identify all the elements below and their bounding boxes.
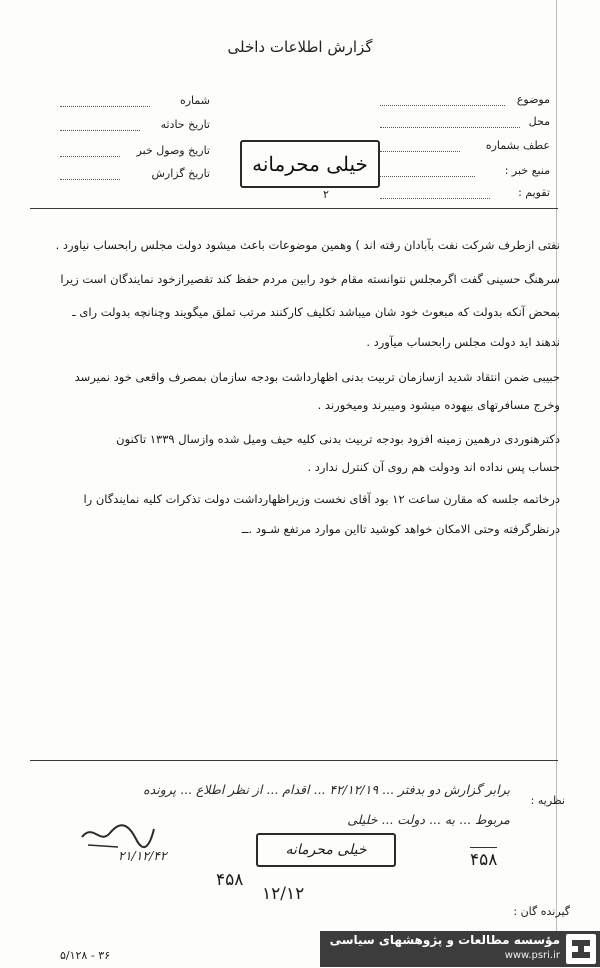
footer-rule: [30, 760, 558, 761]
field-reference-line: [380, 151, 460, 152]
receivers-label: گیرنده گان :: [513, 905, 570, 918]
field-number-line: [60, 106, 150, 107]
header-rule: [30, 208, 558, 209]
opinion-label: نظریه :: [530, 794, 565, 807]
body-line: دکترهنوردی درهمین زمینه افزود بودجه تربیت بدنی کلیه حیف ومیل شده وازسال ۱۳۳۹ تاکنون: [116, 432, 560, 446]
field-news-date-line: [60, 156, 120, 157]
body-line: سرهنگ حسینی گفت اگرمجلس نتوانسته مقام خود رابین مردم حفظ کند تقصیرازخود نمایندگان است زیرا: [60, 272, 560, 286]
body-line: وخرج مسافرتهای بیهوده میشود ومیبرند ومیخورند .: [317, 398, 560, 412]
field-source-line: [380, 176, 475, 177]
field-event-date-line: [60, 130, 140, 131]
field-place: محل: [528, 115, 550, 128]
body-line: بمحض آنکه بدولت که مبعوث خود شان میباشد تکلیف کارکنند مرتب تملق میگویند وچنانچه بدولت رای ـ: [72, 305, 560, 319]
publisher-watermark: [320, 931, 600, 967]
number-left: ۴۵۸: [216, 870, 244, 890]
margin-line: [556, 0, 557, 967]
field-source: منبع خبر :: [504, 164, 550, 177]
body-line: حساب پس نداده اند ودولت هم روی آن کنترل ندارد .: [307, 460, 560, 474]
document-code: ۵/۱۲۸ - ۳۶: [60, 949, 111, 962]
field-subject-line: [380, 105, 505, 106]
body-line: نفتی ازطرف شرکت نفت بآبادان رفته اند ) وهمین موضوعات باعث میشود دولت مجلس رابحساب نیاورد .: [55, 238, 560, 252]
field-number: شماره: [179, 94, 210, 107]
institute-name: مؤسسه مطالعات و پژوهشهای سیاسی: [329, 933, 560, 947]
field-report-date: تاریخ گزارش: [151, 167, 210, 180]
date-bottom: ۱۲/۱۲: [262, 884, 305, 904]
page-number: ۲: [323, 188, 329, 201]
handwritten-stamp: خیلی محرمانه: [256, 833, 396, 867]
field-event-date: تاریخ حادثه: [160, 118, 210, 131]
field-rating-line: [380, 198, 490, 199]
body-line: حبیبی ضمن انتقاد شدید ازسازمان تربیت بدنی اظهارداشت بودجه سازمان بمصرف واقعی خود نمیرسد: [74, 370, 560, 384]
institute-url[interactable]: www.psri.ir: [504, 950, 560, 961]
body-line: درخاتمه جلسه که مقارن ساعت ۱۲ بود آقای نخست وزیراظهارداشت دولت تذکرات کلیه نمایندگان را: [83, 492, 560, 506]
classification-stamp: خیلی محرمانه: [240, 140, 380, 188]
field-rating: تقویم :: [518, 186, 550, 199]
institute-logo-icon: [566, 934, 596, 964]
handwritten-date: ۲۱/۱۲/۴۲: [118, 848, 167, 863]
report-title: گزارش اطلاعات داخلی: [227, 38, 373, 56]
field-place-line: [380, 127, 520, 128]
field-reference: عطف بشماره: [485, 139, 550, 152]
body-line: ندهند اید دولت مجلس رابحساب میآورد .: [366, 335, 560, 349]
handwritten-note-1: برابر گزارش دو بدفتر ... ۴۲/۱۲/۱۹ ... اقدام ... از نظر اطلاع ... پرونده: [143, 782, 510, 797]
field-subject: موضوع: [516, 93, 550, 106]
field-report-date-line: [60, 179, 120, 180]
handwritten-note-2: مربوط ... به ... دولت ... خلیلی: [347, 812, 510, 827]
body-line: درنظرگرفته وحتی الامکان خواهد کوشید تااین موارد مرتفع شـود .ــ: [241, 522, 560, 536]
number-right: ۴۵۸: [470, 847, 497, 870]
field-news-date: تاریخ وصول خبر: [136, 144, 210, 157]
